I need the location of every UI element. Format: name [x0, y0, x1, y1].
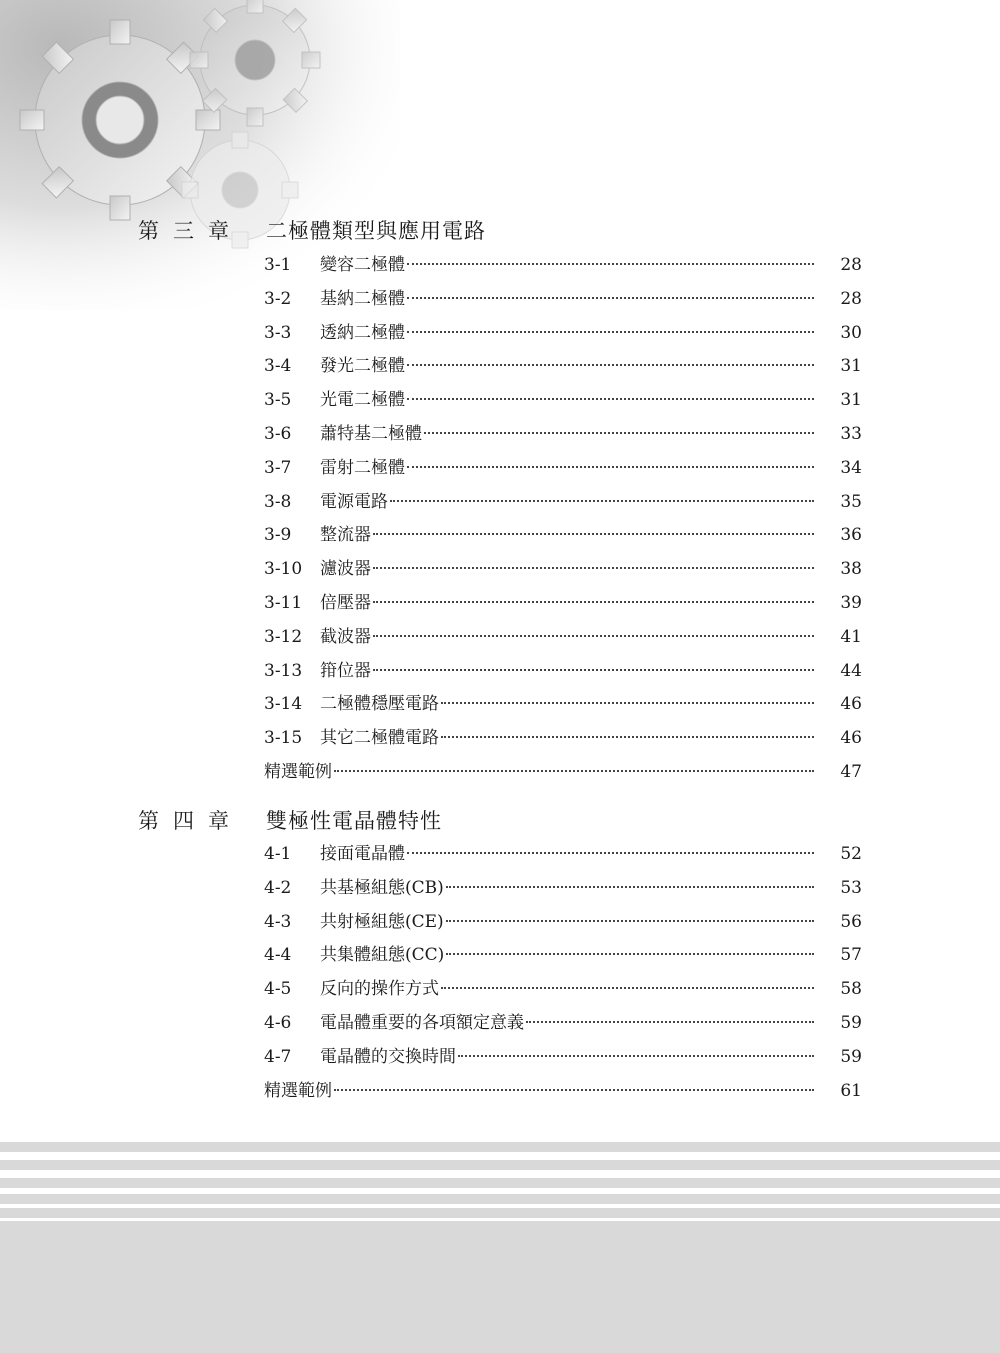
page-number: 57: [840, 945, 862, 966]
page-number: 38: [840, 559, 862, 580]
toc-entry[interactable]: [264, 556, 862, 582]
leader-dots: [446, 920, 814, 922]
section-title: 二極體穩壓電路: [320, 691, 439, 717]
leader-dots: [407, 364, 814, 366]
page-number: 58: [840, 979, 862, 1000]
section-title: 反向的操作方式: [320, 976, 439, 1002]
chapter-title: 二極體類型與應用電路: [266, 219, 486, 243]
toc-entry[interactable]: [264, 1044, 862, 1070]
toc-entry[interactable]: [264, 942, 862, 968]
leader-dots: [373, 567, 814, 569]
toc-entry[interactable]: [264, 590, 862, 616]
section-number: 3-7: [264, 457, 292, 478]
section-number: 3-10: [264, 559, 303, 580]
toc-entry[interactable]: [264, 489, 862, 515]
toc-entry[interactable]: [264, 320, 862, 346]
section-title: 發光二極體: [320, 353, 405, 379]
section-title: 共基極組態(CB): [320, 875, 444, 901]
page-number: 28: [840, 255, 862, 275]
leader-dots: [390, 500, 814, 502]
leader-dots: [446, 886, 814, 888]
page-number: 46: [840, 728, 862, 749]
leader-dots: [526, 1021, 814, 1023]
stripe: [0, 1152, 1000, 1160]
leader-dots: [407, 398, 814, 400]
page-number: 30: [840, 322, 862, 343]
leader-dots: [424, 432, 814, 434]
toc-entry[interactable]: [264, 286, 862, 312]
section-title: 箝位器: [320, 658, 371, 684]
page-number: 33: [840, 424, 862, 444]
toc-entry[interactable]: [264, 1010, 862, 1036]
stripe: [0, 1170, 1000, 1178]
toc-entry[interactable]: [264, 841, 862, 867]
toc-entry[interactable]: [264, 658, 862, 684]
leader-dots: [407, 466, 814, 468]
page-number: 52: [840, 844, 862, 864]
page-number: 46: [840, 694, 862, 715]
leader-dots: [441, 736, 814, 738]
section-title: 透納二極體: [320, 320, 405, 346]
toc-entry[interactable]: [264, 875, 862, 901]
page-number: 44: [840, 660, 862, 681]
section-number: 3-3: [264, 322, 292, 343]
toc-entry[interactable]: [264, 624, 862, 650]
leader-dots: [407, 263, 814, 265]
section-number: 3-14: [264, 694, 303, 715]
page-number: 31: [840, 390, 862, 411]
page-number: 41: [840, 626, 862, 647]
section-number: 3-9: [264, 525, 292, 546]
section-title: 精選範例: [264, 1078, 332, 1104]
stripe: [0, 1218, 1000, 1221]
leader-dots: [334, 1089, 814, 1091]
leader-dots: [373, 533, 814, 535]
chapter-title: 雙極性電晶體特性: [266, 809, 442, 833]
page-number: 53: [840, 877, 862, 898]
footer-stripes: [0, 1142, 1000, 1353]
section-number: 3-6: [264, 424, 292, 444]
leader-dots: [407, 297, 814, 299]
toc-entry[interactable]: [264, 387, 862, 413]
toc-entry[interactable]: [264, 353, 862, 379]
leader-dots: [458, 1055, 814, 1057]
toc-entry[interactable]: [264, 252, 862, 278]
section-number: 4-3: [264, 911, 292, 932]
leader-dots: [373, 635, 814, 637]
section-number: 3-11: [264, 593, 303, 613]
section-title: 雷射二極體: [320, 455, 405, 481]
chapter-number: 第四章: [138, 809, 243, 833]
section-title: 光電二極體: [320, 387, 405, 413]
toc-entry[interactable]: [264, 725, 862, 751]
section-number: 3-13: [264, 660, 303, 681]
page-number: 61: [840, 1080, 862, 1101]
page-number: 28: [840, 288, 862, 309]
page-number: 39: [840, 593, 862, 613]
section-title: 電晶體重要的各項額定意義: [320, 1010, 524, 1036]
section-title: 電晶體的交換時間: [320, 1044, 456, 1070]
leader-dots: [441, 702, 814, 704]
section-title: 其它二極體電路: [320, 725, 439, 751]
page-number: 35: [840, 491, 862, 512]
leader-dots: [446, 953, 814, 955]
section-title: 接面電晶體: [320, 841, 405, 867]
page-number: 31: [840, 356, 862, 377]
section-title: 基納二極體: [320, 286, 405, 312]
leader-dots: [373, 601, 814, 603]
toc-entry[interactable]: [264, 1078, 862, 1104]
toc-entry[interactable]: [264, 691, 862, 717]
leader-dots: [407, 852, 814, 854]
section-number: 4-1: [264, 844, 292, 864]
page-number: 36: [840, 525, 862, 546]
toc-entry[interactable]: [264, 909, 862, 935]
section-number: 3-8: [264, 491, 292, 512]
toc-entry[interactable]: [264, 522, 862, 548]
section-title: 共射極組態(CE): [320, 909, 444, 935]
stripe: [0, 1188, 1000, 1194]
toc-entry[interactable]: [264, 759, 862, 785]
section-title: 倍壓器: [320, 590, 371, 616]
section-number: 3-4: [264, 356, 292, 377]
section-number: 4-5: [264, 979, 292, 1000]
leader-dots: [407, 331, 814, 333]
toc-entry[interactable]: [264, 455, 862, 481]
section-number: 3-5: [264, 390, 292, 411]
section-title: 濾波器: [320, 556, 371, 582]
section-number: 3-12: [264, 626, 303, 647]
toc-entry[interactable]: [264, 421, 862, 447]
toc-entry[interactable]: [264, 976, 862, 1002]
section-number: 3-15: [264, 728, 303, 749]
section-number: 4-6: [264, 1013, 292, 1033]
section-number: 3-2: [264, 288, 292, 309]
page-number: 59: [840, 1013, 862, 1033]
leader-dots: [334, 770, 814, 772]
page-number: 59: [840, 1046, 862, 1067]
section-number: 3-1: [264, 255, 292, 275]
chapter-number: 第三章: [138, 219, 243, 243]
section-title: 電源電路: [320, 489, 388, 515]
section-number: 4-4: [264, 945, 292, 966]
section-number: 4-2: [264, 877, 292, 898]
section-title: 變容二極體: [320, 252, 405, 278]
section-title: 共集體組態(CC): [320, 942, 444, 968]
section-number: 4-7: [264, 1046, 292, 1067]
page-number: 47: [840, 762, 862, 782]
section-title: 蕭特基二極體: [320, 421, 422, 447]
stripe: [0, 1204, 1000, 1208]
gear-small: [190, 0, 320, 126]
section-title: 整流器: [320, 522, 371, 548]
page-number: 34: [840, 457, 862, 478]
leader-dots: [373, 669, 814, 671]
page-number: 56: [840, 911, 862, 932]
leader-dots: [441, 987, 814, 989]
section-title: 截波器: [320, 624, 371, 650]
section-title: 精選範例: [264, 759, 332, 785]
